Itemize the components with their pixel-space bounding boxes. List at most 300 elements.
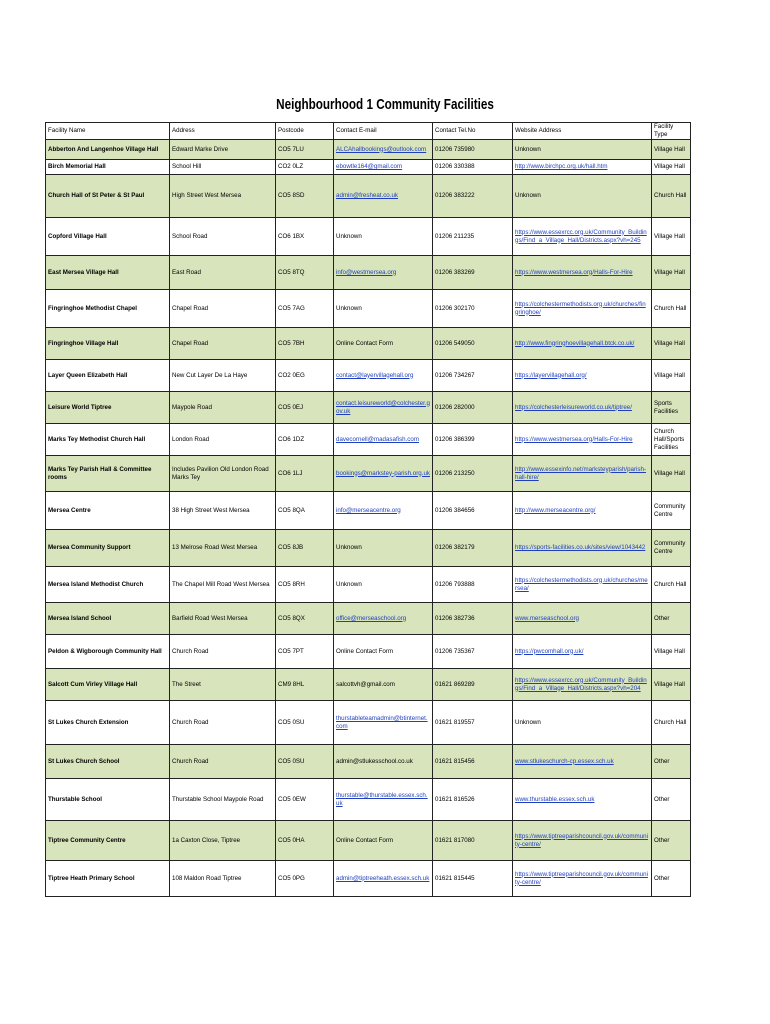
postcode-text: CO5 8JB	[278, 544, 304, 551]
email-text: Online Contact Form	[336, 339, 394, 347]
website-cell	[513, 175, 652, 218]
address-cell	[170, 424, 276, 456]
phone-cell	[433, 530, 513, 567]
address-cell	[170, 635, 276, 669]
facility-name-text: Marks Tey Methodist Church Hall	[48, 435, 146, 443]
facility-name-text: Abberton And Langenhoe Village Hall	[48, 145, 159, 153]
phone-text: 01621 815445	[435, 874, 475, 882]
website-text: Unknown	[515, 192, 541, 199]
facility-name-text: Marks Tey Parish Hall & Committee rooms	[48, 465, 152, 481]
address-cell	[170, 140, 276, 160]
phone-text: 01206 549050	[435, 339, 475, 347]
facility-type-text: Other	[654, 614, 670, 622]
facility-name-text: Leisure World Tiptree	[48, 403, 112, 411]
postcode-text: CO5 8QX	[278, 614, 305, 622]
address-text: Barfield Road West Mersea	[172, 614, 248, 622]
phone-text: 01621 816526	[435, 795, 475, 803]
table-row	[46, 256, 691, 290]
website-link[interactable]: http://www.birchpc.org.uk/hall.htm	[515, 163, 608, 170]
facility-name-cell	[46, 290, 170, 328]
email-cell	[334, 603, 433, 635]
phone-text: 01206 735367	[435, 647, 475, 655]
phone-text: 01621 817080	[435, 836, 475, 844]
address-text: Chapel Road	[172, 339, 209, 347]
facility-name-text: Tiptree Heath Primary School	[48, 874, 135, 882]
table-row	[46, 392, 691, 424]
phone-cell	[433, 567, 513, 603]
phone-text: 01206 282000	[435, 403, 475, 411]
table-row	[46, 779, 691, 821]
website-cell	[513, 603, 652, 635]
postcode-text: CO5 0SU	[278, 718, 305, 726]
facility-type-cell	[652, 424, 691, 456]
facility-name-cell	[46, 669, 170, 701]
facility-name-text: Salcott Cum Virley Village Hall	[48, 680, 138, 688]
phone-text: 01206 383222	[435, 192, 475, 199]
website-link[interactable]: https://www.tiptreeparishcouncil.gov.uk/community-centre/	[515, 832, 648, 848]
facility-type-text: Church Hall	[654, 304, 687, 312]
facility-name-cell	[46, 745, 170, 779]
postcode-text: CO6 1DZ	[278, 435, 305, 443]
facility-name-text: Copford Village Hall	[48, 232, 107, 240]
website-cell	[513, 392, 652, 424]
header-facility-type: Facility Type	[652, 123, 691, 140]
phone-cell	[433, 669, 513, 701]
table-row	[46, 290, 691, 328]
postcode-cell	[276, 603, 334, 635]
facility-type-text: Other	[654, 836, 670, 844]
email-cell	[334, 492, 433, 530]
postcode-cell	[276, 328, 334, 360]
address-cell	[170, 160, 276, 175]
postcode-text: CO2 0LZ	[278, 163, 304, 170]
email-link[interactable]: bookings@markstey-parish.org.uk	[336, 469, 430, 477]
address-text: 38 High Street West Mersea	[172, 506, 250, 514]
facility-type-cell	[652, 745, 691, 779]
address-cell	[170, 328, 276, 360]
postcode-text: CO6 1BX	[278, 232, 305, 240]
table-row	[46, 328, 691, 360]
website-link[interactable]: https://www.westmersea.org/Halls-For-Hire	[515, 435, 633, 443]
address-text: Includes Pavilion Old London Road Marks Tey	[172, 465, 269, 481]
postcode-text: CM9 8HL	[278, 680, 305, 688]
facility-type-text: Village Hall	[654, 268, 685, 276]
address-cell	[170, 218, 276, 256]
postcode-cell	[276, 218, 334, 256]
facility-type-text: Village Hall	[654, 339, 685, 347]
table-row	[46, 567, 691, 603]
facility-type-cell	[652, 256, 691, 290]
facility-type-cell	[652, 567, 691, 603]
postcode-cell	[276, 530, 334, 567]
postcode-text: CO5 7BH	[278, 339, 305, 347]
email-link[interactable]: contact.leisureworld@colchester.gov.uk	[336, 399, 430, 415]
phone-text: 01621 819557	[435, 718, 475, 726]
postcode-cell	[276, 779, 334, 821]
facilities-table	[45, 122, 691, 897]
facility-type-cell	[652, 175, 691, 218]
address-cell	[170, 530, 276, 567]
table-row	[46, 360, 691, 392]
website-cell	[513, 290, 652, 328]
facility-name-cell	[46, 140, 170, 160]
email-cell	[334, 392, 433, 424]
facility-type-cell	[652, 218, 691, 256]
header-facility-name: Facility Name	[46, 123, 170, 140]
postcode-text: CO5 7PT	[278, 647, 304, 655]
facility-name-text: Church Hall of St Peter & St Paul	[48, 192, 145, 199]
facility-type-cell	[652, 392, 691, 424]
postcode-cell	[276, 424, 334, 456]
phone-text: 01206 382179	[435, 544, 475, 551]
address-text: High Street West Mersea	[172, 192, 242, 199]
facility-type-cell	[652, 861, 691, 897]
postcode-cell	[276, 175, 334, 218]
address-cell	[170, 175, 276, 218]
website-cell	[513, 779, 652, 821]
address-text: 1a Caxton Close, Tiptree	[172, 836, 241, 844]
table-row	[46, 492, 691, 530]
website-cell	[513, 745, 652, 779]
website-cell	[513, 360, 652, 392]
facility-name-text: East Mersea Village Hall	[48, 268, 119, 276]
website-cell	[513, 456, 652, 492]
facility-type-cell	[652, 821, 691, 861]
facility-name-cell	[46, 392, 170, 424]
facility-type-text: Village Hall	[654, 371, 685, 379]
website-link[interactable]: www.merseaschool.org	[515, 614, 579, 622]
phone-cell	[433, 328, 513, 360]
facility-name-cell	[46, 530, 170, 567]
email-link[interactable]: admin@fresheat.co.uk	[336, 192, 398, 199]
email-cell	[334, 669, 433, 701]
address-text: School Road	[172, 232, 208, 240]
facility-type-text: Village Hall	[654, 680, 685, 688]
postcode-text: CO6 1LJ	[278, 469, 303, 477]
email-text: Unknown	[336, 580, 362, 588]
address-text: Edward Marke Drive	[172, 145, 229, 153]
email-link[interactable]: ebowtle164@gmail.com	[336, 163, 403, 170]
website-link[interactable]: https://www.essexrcc.org.uk/Community_Buildings/Find_a_Village_Hall/Districts.aspx?vh=245	[515, 228, 647, 244]
email-cell	[334, 456, 433, 492]
postcode-cell	[276, 140, 334, 160]
address-cell	[170, 256, 276, 290]
website-cell	[513, 861, 652, 897]
facility-name-cell	[46, 821, 170, 861]
header-postcode: Postcode	[276, 123, 334, 140]
email-cell	[334, 256, 433, 290]
email-cell	[334, 218, 433, 256]
website-link[interactable]: www.thurstable.essex.sch.uk	[515, 795, 595, 803]
postcode-cell	[276, 669, 334, 701]
table-row	[46, 140, 691, 160]
website-link[interactable]: https://www.essexrcc.org.uk/Community_Buildings/Find_a_Village_Hall/Districts.aspx?vh=204	[515, 676, 647, 692]
phone-cell	[433, 779, 513, 821]
postcode-cell	[276, 456, 334, 492]
facility-type-cell	[652, 779, 691, 821]
facility-name-text: St Lukes Church Extension	[48, 718, 129, 726]
facility-name-text: Layer Queen Elizabeth Hall	[48, 371, 128, 379]
website-cell	[513, 256, 652, 290]
facility-name-cell	[46, 218, 170, 256]
facility-name-text: Fingringhoe Village Hall	[48, 339, 119, 347]
address-cell	[170, 392, 276, 424]
address-cell	[170, 360, 276, 392]
website-link[interactable]: http://www.essexinfo.net/marksteyparish/parish-hall-hire/	[515, 465, 647, 481]
email-link[interactable]: contact@layervillagehall.org	[336, 371, 414, 379]
postcode-cell	[276, 360, 334, 392]
facility-type-text: Church Hall	[654, 192, 687, 199]
facility-name-cell	[46, 635, 170, 669]
email-text: admin@stlukesschool.co.uk	[336, 757, 413, 765]
postcode-text: CO5 8RH	[278, 580, 305, 588]
address-cell	[170, 701, 276, 745]
phone-cell	[433, 492, 513, 530]
email-link[interactable]: admin@tiptreeheath.essex.sch.uk	[336, 874, 430, 882]
website-cell	[513, 160, 652, 175]
table-row	[46, 821, 691, 861]
facility-type-cell	[652, 701, 691, 745]
website-cell	[513, 218, 652, 256]
website-cell	[513, 424, 652, 456]
website-link[interactable]: www.stlukeschurch-cp.essex.sch.uk	[515, 757, 614, 765]
address-cell	[170, 821, 276, 861]
facility-name-cell	[46, 603, 170, 635]
website-cell	[513, 530, 652, 567]
website-link[interactable]: https://pwcomhall.org.uk/	[515, 647, 584, 655]
facility-type-text: Village Hall	[654, 145, 685, 153]
table-row	[46, 160, 691, 175]
postcode-cell	[276, 861, 334, 897]
address-text: New Cut Layer De La Haye	[172, 371, 248, 379]
postcode-cell	[276, 635, 334, 669]
email-cell	[334, 290, 433, 328]
phone-text: 01206 383269	[435, 268, 475, 276]
facility-name-text: Peldon & Wigborough Community Hall	[48, 647, 162, 655]
address-cell	[170, 567, 276, 603]
address-cell	[170, 669, 276, 701]
website-text: Unknown	[515, 718, 541, 726]
header-contact-email: Contact E-mail	[334, 123, 433, 140]
facility-name-text: Mersea Island Methodist Church	[48, 580, 144, 588]
facility-type-cell	[652, 530, 691, 567]
facility-name-cell	[46, 861, 170, 897]
table-row	[46, 603, 691, 635]
email-link[interactable]: thurstable@thurstable.essex.sch.uk	[336, 791, 428, 807]
phone-text: 01206 213250	[435, 469, 475, 477]
phone-text: 01206 384656	[435, 506, 475, 514]
address-text: Thurstable School Maypole Road	[172, 795, 264, 803]
email-link[interactable]: office@merseaschool.org	[336, 614, 407, 622]
facility-name-cell	[46, 160, 170, 175]
address-cell	[170, 779, 276, 821]
facility-name-cell	[46, 328, 170, 360]
facility-name-cell	[46, 567, 170, 603]
email-cell	[334, 701, 433, 745]
phone-text: 01206 734267	[435, 371, 475, 379]
facility-name-text: Birch Memorial Hall	[48, 163, 106, 170]
phone-cell	[433, 456, 513, 492]
email-link[interactable]: info@westmersea.org	[336, 268, 397, 276]
phone-text: 01621 869289	[435, 680, 475, 688]
facility-type-text: Other	[654, 795, 670, 803]
postcode-cell	[276, 256, 334, 290]
email-cell	[334, 140, 433, 160]
website-link[interactable]: http://www.fingringhoevillagehall.btck.co.uk/	[515, 339, 635, 347]
postcode-text: CO5 8SD	[278, 192, 305, 199]
phone-cell	[433, 392, 513, 424]
facility-name-cell	[46, 492, 170, 530]
website-link[interactable]: https://colchestermethodists.org.uk/churches/mersea/	[515, 576, 648, 592]
table-row	[46, 424, 691, 456]
facility-type-cell	[652, 160, 691, 175]
facility-name-text: Fingringhoe Methodist Chapel	[48, 304, 138, 312]
email-text: Unknown	[336, 232, 362, 240]
address-cell	[170, 745, 276, 779]
website-cell	[513, 701, 652, 745]
address-text: The Street	[172, 680, 201, 688]
postcode-cell	[276, 745, 334, 779]
phone-cell	[433, 175, 513, 218]
email-text: Unknown	[336, 304, 362, 312]
facility-type-text: Village Hall	[654, 232, 685, 240]
email-cell	[334, 175, 433, 218]
website-cell	[513, 669, 652, 701]
facility-type-text: Church Hall/Sports Facilities	[654, 427, 685, 451]
address-text: The Chapel Mill Road West Mersea	[172, 580, 270, 588]
website-link[interactable]: https://www.tiptreeparishcouncil.gov.uk/community-centre/	[515, 870, 648, 886]
email-link[interactable]: info@merseacentre.org	[336, 506, 401, 514]
table-header-row	[46, 123, 691, 140]
postcode-text: CO5 7LU	[278, 145, 304, 153]
facility-type-cell	[652, 635, 691, 669]
facility-type-text: Village Hall	[654, 647, 685, 655]
postcode-text: CO5 0PG	[278, 874, 305, 882]
website-link[interactable]: https://layervillagehall.org/	[515, 371, 587, 379]
table-row	[46, 669, 691, 701]
address-text: 13 Melrose Road West Mersea	[172, 544, 258, 551]
postcode-text: CO5 0SU	[278, 757, 305, 765]
facility-type-cell	[652, 669, 691, 701]
facility-name-cell	[46, 779, 170, 821]
postcode-text: CO5 8QA	[278, 506, 305, 514]
email-text: salcottvh@gmail.com	[336, 680, 395, 688]
email-text: Online Contact Form	[336, 836, 394, 844]
phone-cell	[433, 603, 513, 635]
postcode-cell	[276, 160, 334, 175]
facility-name-cell	[46, 456, 170, 492]
phone-text: 01206 330388	[435, 163, 475, 170]
address-text: Chapel Road	[172, 304, 209, 312]
address-text: Church Road	[172, 647, 209, 655]
phone-text: 01206 211235	[435, 232, 475, 240]
website-link[interactable]: https://colchesterleisureworld.co.uk/tiptree/	[515, 403, 632, 411]
postcode-cell	[276, 392, 334, 424]
facility-type-cell	[652, 492, 691, 530]
postcode-cell	[276, 701, 334, 745]
table-row	[46, 635, 691, 669]
address-cell	[170, 492, 276, 530]
email-cell	[334, 821, 433, 861]
website-cell	[513, 567, 652, 603]
facility-type-cell	[652, 328, 691, 360]
facility-name-cell	[46, 175, 170, 218]
address-text: East Road	[172, 268, 201, 276]
phone-cell	[433, 821, 513, 861]
phone-cell	[433, 290, 513, 328]
facility-name-text: Thurstable School	[48, 795, 102, 803]
table-row	[46, 745, 691, 779]
facility-type-cell	[652, 456, 691, 492]
phone-text: 01206 386399	[435, 435, 475, 443]
address-text: 108 Maldon Road Tiptree	[172, 874, 242, 882]
email-cell	[334, 861, 433, 897]
facility-type-text: Sports Facilities	[654, 399, 679, 415]
postcode-cell	[276, 567, 334, 603]
phone-cell	[433, 218, 513, 256]
facility-type-text: Community Centre	[654, 540, 686, 555]
header-address: Address	[170, 123, 276, 140]
phone-text: 01206 382736	[435, 614, 475, 622]
website-text: Unknown	[515, 145, 541, 153]
phone-cell	[433, 861, 513, 897]
address-cell	[170, 290, 276, 328]
facility-name-cell	[46, 701, 170, 745]
website-cell	[513, 328, 652, 360]
website-link[interactable]: https://www.westmersea.org/Halls-For-Hire	[515, 268, 633, 276]
postcode-cell	[276, 821, 334, 861]
postcode-text: CO5 7AG	[278, 304, 305, 312]
website-link[interactable]: http://www.merseacentre.org/	[515, 506, 596, 514]
email-link[interactable]: ALCAhallbookings@outlook.com	[336, 145, 427, 153]
phone-cell	[433, 360, 513, 392]
address-text: Maypole Road	[172, 403, 212, 411]
email-cell	[334, 635, 433, 669]
phone-text: 01206 735980	[435, 145, 475, 153]
facility-type-cell	[652, 603, 691, 635]
email-link[interactable]: thurstableteamadmin@btinternet.com	[336, 714, 428, 730]
phone-text: 01206 793888	[435, 580, 475, 588]
website-link[interactable]: https://colchestermethodists.org.uk/churches/fingringhoe/	[515, 300, 646, 316]
address-text: School Hill	[172, 163, 202, 170]
facility-type-text: Other	[654, 874, 670, 882]
address-cell	[170, 456, 276, 492]
website-link[interactable]: https://sports-facilities.co.uk/sites/view/1043442	[515, 544, 646, 551]
email-cell	[334, 424, 433, 456]
email-cell	[334, 530, 433, 567]
postcode-cell	[276, 290, 334, 328]
table-row	[46, 701, 691, 745]
phone-cell	[433, 140, 513, 160]
phone-cell	[433, 635, 513, 669]
table-row	[46, 175, 691, 218]
facility-name-cell	[46, 256, 170, 290]
facility-type-cell	[652, 290, 691, 328]
facility-name-text: Mersea Centre	[48, 506, 91, 514]
phone-cell	[433, 256, 513, 290]
address-text: London Road	[172, 435, 210, 443]
website-cell	[513, 635, 652, 669]
email-link[interactable]: davecornell@madasafish.com	[336, 435, 419, 443]
address-text: Church Road	[172, 757, 209, 765]
postcode-text: CO5 0HA	[278, 836, 305, 844]
address-cell	[170, 603, 276, 635]
table-row	[46, 861, 691, 897]
website-cell	[513, 821, 652, 861]
postcode-text: CO2 0EG	[278, 371, 305, 379]
facility-type-text: Church Hall	[654, 580, 687, 588]
address-text: Church Road	[172, 718, 209, 726]
